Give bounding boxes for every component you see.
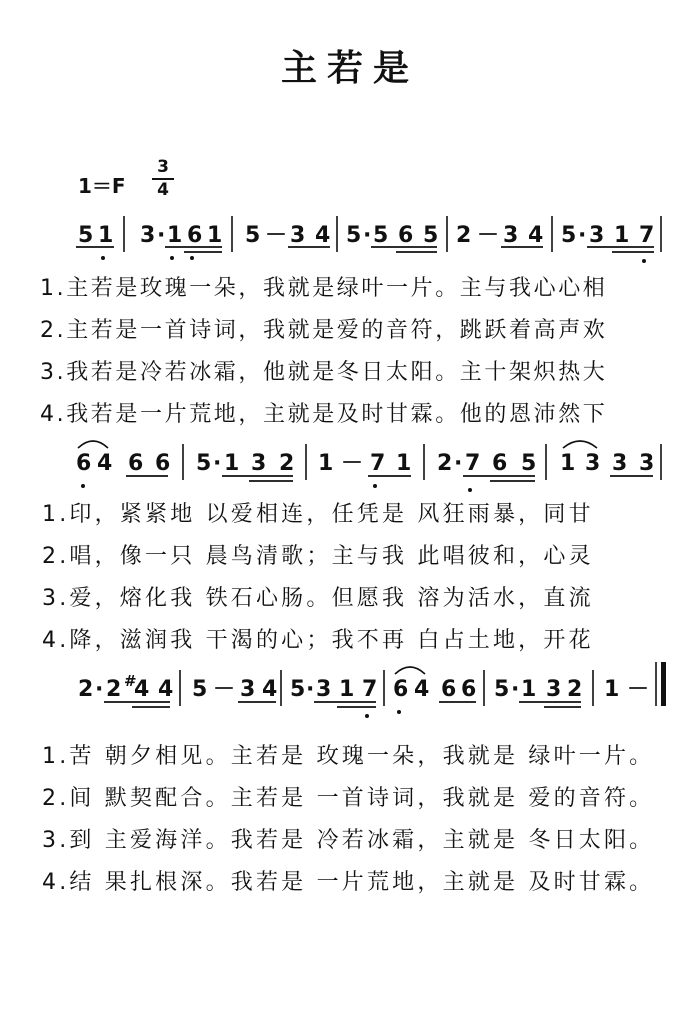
svg-text:#: # (124, 672, 137, 690)
svg-text:6: 6 (76, 451, 92, 476)
svg-text:1: 1 (396, 451, 412, 476)
svg-text:4: 4 (528, 223, 544, 248)
svg-text:－: － (627, 677, 650, 702)
svg-text:－: － (341, 451, 364, 476)
svg-text:1: 1 (207, 223, 223, 248)
svg-text:5: 5 (192, 677, 208, 702)
svg-text:6: 6 (492, 451, 508, 476)
ties (78, 441, 597, 448)
note-glyphs (76, 451, 654, 476)
svg-text:3: 3 (589, 223, 605, 248)
svg-text:3: 3 (251, 451, 267, 476)
final-barline (661, 662, 666, 706)
svg-text:7: 7 (362, 677, 378, 702)
svg-text:2: 2 (78, 677, 94, 702)
time-signature-bottom: 4 (157, 180, 169, 200)
lyric-line-2-1: 1.印，紧紧地 以爱相连，任凭是 风狂雨暴，同甘 (42, 502, 594, 527)
svg-text:·: · (306, 677, 315, 702)
beams (104, 702, 581, 707)
octave-dots (365, 710, 401, 718)
svg-text:6: 6 (398, 223, 414, 248)
svg-text:3: 3 (290, 223, 306, 248)
svg-text:6: 6 (187, 223, 203, 248)
svg-text:5: 5 (494, 677, 510, 702)
svg-text:3: 3 (546, 677, 562, 702)
lyric-line-2-4: 4.降，滋润我 干渴的心；我不再 白占土地，开花 (42, 628, 594, 653)
measure (0, 0, 1, 1)
svg-text:3: 3 (639, 451, 655, 476)
octave-dots (101, 256, 646, 263)
svg-text:1: 1 (167, 223, 183, 248)
svg-text:5: 5 (290, 677, 306, 702)
svg-text:5: 5 (245, 223, 261, 248)
measure-text-index (0, 0, 1, 1)
svg-text:2: 2 (106, 677, 122, 702)
svg-text:·: · (454, 451, 463, 476)
lyric-line-3-2: 2.间 默契配合。主若是 一首诗词，我就是 爱的音符。 (42, 786, 655, 811)
lyric-line-2-2: 2.唱，像一只 晨鸟清歌；主与我 此唱彼和，心灵 (42, 544, 594, 569)
svg-text:·: · (213, 451, 222, 476)
notation-system-3 (0, 660, 700, 720)
svg-text:·: · (95, 677, 104, 702)
svg-text:1: 1 (604, 677, 620, 702)
svg-text:1: 1 (614, 223, 630, 248)
svg-text:－: － (265, 223, 288, 248)
lyric-line-2-3: 3.爱，熔化我 铁石心肠。但愿我 溶为活水，直流 (42, 586, 594, 611)
svg-text:4: 4 (158, 677, 174, 702)
svg-text:－: － (213, 677, 236, 702)
svg-text:3: 3 (612, 451, 628, 476)
octave-dots (81, 484, 472, 492)
note-glyphs (78, 672, 649, 702)
svg-text:6: 6 (155, 451, 171, 476)
svg-text:4: 4 (97, 451, 113, 476)
time-signature-top: 3 (157, 157, 169, 177)
note-glyphs (78, 223, 654, 248)
lyric-line-3-1: 1.苦 朝夕相见。主若是 玫瑰一朵，我就是 绿叶一片。 (42, 744, 655, 769)
svg-text:6: 6 (441, 677, 457, 702)
svg-text:4: 4 (134, 677, 150, 702)
svg-text:1: 1 (224, 451, 240, 476)
svg-text:－: － (477, 223, 500, 248)
svg-text:7: 7 (465, 451, 481, 476)
key-signature: 1＝F (78, 174, 126, 198)
svg-text:1: 1 (560, 451, 576, 476)
svg-text:5: 5 (196, 451, 212, 476)
svg-text:2: 2 (456, 223, 472, 248)
svg-text:6: 6 (461, 677, 477, 702)
svg-text:3: 3 (140, 223, 156, 248)
svg-text:5: 5 (346, 223, 362, 248)
lyric-line-3-4: 4.结 果扎根深。我若是 一片荒地，主就是 及时甘霖。 (42, 870, 655, 895)
svg-text:·: · (363, 223, 372, 248)
svg-text:2: 2 (279, 451, 295, 476)
beams (126, 476, 653, 481)
svg-text:5: 5 (561, 223, 577, 248)
svg-text:5: 5 (423, 223, 439, 248)
svg-text:1: 1 (339, 677, 355, 702)
svg-text:1: 1 (318, 451, 334, 476)
lyric-line-1-2: 2.主若是一首诗词，我就是爱的音符，跳跃着高声欢 (40, 318, 608, 343)
lyric-line-3-3: 3.到 主爱海洋。我若是 冷若冰霜，主就是 冬日太阳。 (42, 828, 655, 853)
svg-text:·: · (578, 223, 587, 248)
svg-text:4: 4 (262, 677, 278, 702)
notation-system-2 (0, 434, 700, 494)
song-title: 主若是 (280, 48, 419, 89)
svg-text:3: 3 (503, 223, 519, 248)
svg-text:4: 4 (315, 223, 331, 248)
svg-text:·: · (157, 223, 166, 248)
svg-text:3: 3 (240, 677, 256, 702)
notation-system-1 (0, 208, 700, 268)
svg-text:3: 3 (316, 677, 332, 702)
svg-text:7: 7 (370, 451, 386, 476)
lyric-line-1-1: 1.主若是玫瑰一朵，我就是绿叶一片。主与我心心相 (40, 276, 608, 301)
svg-text:1: 1 (521, 677, 537, 702)
svg-text:5: 5 (373, 223, 389, 248)
svg-text:1: 1 (98, 223, 114, 248)
svg-text:6: 6 (128, 451, 144, 476)
svg-text:2: 2 (437, 451, 453, 476)
svg-text:5: 5 (78, 223, 94, 248)
svg-text:4: 4 (414, 677, 430, 702)
svg-text:5: 5 (521, 451, 537, 476)
time-signature (150, 158, 176, 200)
lyric-line-1-4: 4.我若是一片荒地，主就是及时甘霖。他的恩沛然下 (40, 402, 608, 427)
ties (395, 667, 425, 674)
svg-text:2: 2 (567, 677, 583, 702)
svg-text:·: · (511, 677, 520, 702)
lyric-line-1-3: 3.我若是冷若冰霜，他就是冬日太阳。主十架炽热大 (40, 360, 608, 385)
svg-text:3: 3 (585, 451, 601, 476)
svg-text:7: 7 (639, 223, 655, 248)
svg-text:6: 6 (393, 677, 409, 702)
